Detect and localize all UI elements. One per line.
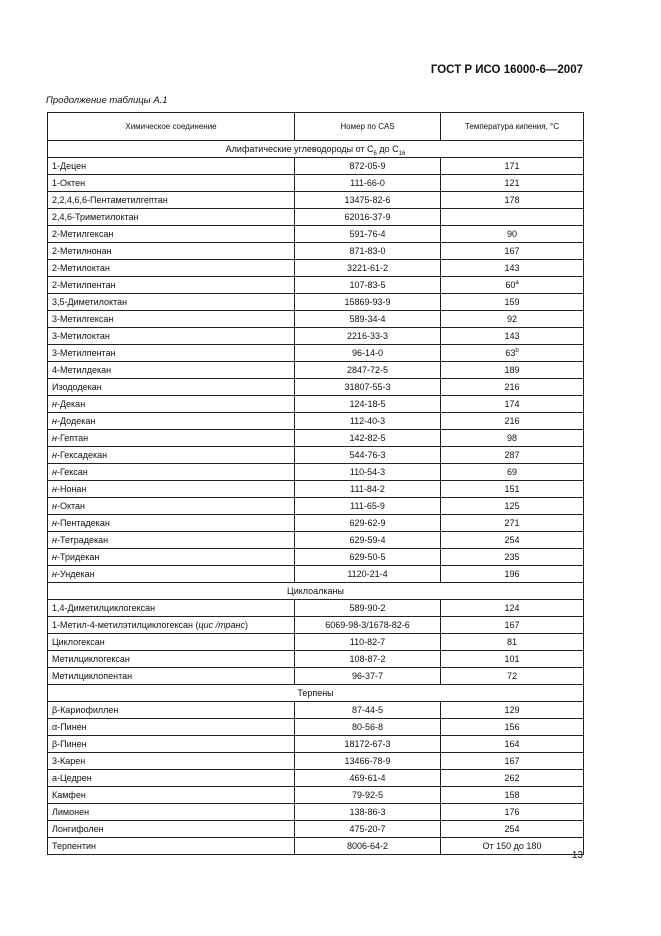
cas-number-cell: 111-66-0 <box>295 175 441 192</box>
section-row <box>48 583 584 600</box>
table-row <box>48 651 584 668</box>
cas-number-cell: 13475-82-6 <box>295 192 441 209</box>
boiling-point-cell <box>441 617 584 634</box>
compound-name-cell <box>48 549 295 566</box>
cas-number-cell: 124-18-5 <box>295 396 441 413</box>
compound-name: 2-Метилоктан <box>52 263 110 273</box>
boiling-point-value: 254 <box>504 535 520 545</box>
compound-name: Лимонен <box>52 807 90 817</box>
boiling-point-value: 125 <box>504 501 520 511</box>
compound-name: Метилциклопентан <box>52 671 133 681</box>
document-code: ГОСТ Р ИСО 16000-6—2007 <box>430 64 583 76</box>
normal-isomer-prefix: н <box>52 416 57 426</box>
compound-name-cell <box>48 396 295 413</box>
compound-name-cell <box>48 379 295 396</box>
cas-number-cell: 112-40-3 <box>295 413 441 430</box>
table-continuation-caption: Продолжение таблицы А.1 <box>46 95 168 106</box>
table-row <box>48 566 584 583</box>
table-row <box>48 549 584 566</box>
boiling-point-cell <box>441 192 584 209</box>
compound-name-cell <box>48 651 295 668</box>
compound-name: α-Пинен <box>52 722 87 732</box>
compound-name-cell <box>48 294 295 311</box>
boiling-point-cell <box>441 158 584 175</box>
boiling-point-cell <box>441 396 584 413</box>
table-row <box>48 226 584 243</box>
compound-name-cell <box>48 515 295 532</box>
boiling-point-value: 235 <box>504 552 520 562</box>
compound-name-cell <box>48 600 295 617</box>
cas-number-cell: 96-14-0 <box>295 345 441 362</box>
cas-number-cell: 8006-64-2 <box>295 838 441 855</box>
boiling-point-cell <box>441 209 584 226</box>
cas-number-cell: 629-59-4 <box>295 532 441 549</box>
compound-name: 2-Метилпентан <box>52 280 116 290</box>
cas-number-cell: 475-20-7 <box>295 821 441 838</box>
boiling-point-cell <box>441 770 584 787</box>
boiling-point-cell <box>441 532 584 549</box>
compound-name: 3-Метилоктан <box>52 331 110 341</box>
compound-name-cell <box>48 702 295 719</box>
normal-isomer-prefix: н <box>52 535 57 545</box>
boiling-point-value: 174 <box>504 399 520 409</box>
compounds-table <box>47 112 584 855</box>
cas-number-cell: 469-61-4 <box>295 770 441 787</box>
table-row <box>48 838 584 855</box>
isomer-note: цис /транс <box>198 620 245 630</box>
compound-name-cell <box>48 821 295 838</box>
table-row <box>48 600 584 617</box>
compound-name-cell <box>48 532 295 549</box>
boiling-point-value: 158 <box>504 790 520 800</box>
boiling-point-value: 101 <box>504 654 520 664</box>
normal-isomer-prefix: н <box>52 501 57 511</box>
normal-isomer-prefix: н <box>52 569 57 579</box>
compound-name: Метилциклогексан <box>52 654 130 664</box>
boiling-point-value: 72 <box>506 671 517 681</box>
boiling-point-cell <box>441 379 584 396</box>
cas-number-cell: 110-54-3 <box>295 464 441 481</box>
boiling-point-cell <box>441 753 584 770</box>
compound-name: 2,2,4,6,6-Пентаметилгептан <box>52 195 168 205</box>
table-row <box>48 396 584 413</box>
compound-name-cell <box>48 787 295 804</box>
compound-name-cell <box>48 804 295 821</box>
table-row <box>48 277 584 294</box>
cas-number-cell: 1120-21-4 <box>295 566 441 583</box>
boiling-point-cell <box>441 328 584 345</box>
cas-number-cell: 629-62-9 <box>295 515 441 532</box>
boiling-point-value: 167 <box>504 246 520 256</box>
boiling-point-cell <box>441 277 584 294</box>
table-row <box>48 311 584 328</box>
compound-name: 2-Метилнонан <box>52 246 112 256</box>
table-row <box>48 447 584 464</box>
compound-name: 1-Октен <box>52 178 86 188</box>
boiling-point-cell <box>441 668 584 685</box>
compound-name-cell <box>48 617 295 634</box>
cas-number-cell: 2216-33-3 <box>295 328 441 345</box>
boiling-point-cell <box>441 260 584 277</box>
table-row <box>48 379 584 396</box>
boiling-point-value: 81 <box>506 637 517 647</box>
table-row <box>48 702 584 719</box>
boiling-point-cell <box>441 362 584 379</box>
compound-name: -Пентадекан <box>56 518 110 528</box>
boiling-point-cell <box>441 481 584 498</box>
section-title: Терпены <box>48 685 584 702</box>
boiling-point-cell <box>441 600 584 617</box>
cas-number-cell: 6069-98-3/1678-82-6 <box>295 617 441 634</box>
column-header-compound: Химическое соединение <box>48 113 295 141</box>
table-row <box>48 175 584 192</box>
table-row <box>48 243 584 260</box>
section-row <box>48 685 584 702</box>
cas-number-cell: 107-83-5 <box>295 277 441 294</box>
boiling-point-value: 189 <box>504 365 520 375</box>
boiling-point-value: 178 <box>504 195 520 205</box>
cas-number-cell: 629-50-5 <box>295 549 441 566</box>
boiling-point-value: 159 <box>504 297 520 307</box>
column-header-boiling-point: Температура кипения, °С <box>441 113 584 141</box>
table-row <box>48 209 584 226</box>
boiling-point-value: 271 <box>504 518 520 528</box>
compound-name: -Тридекан <box>56 552 100 562</box>
table-row <box>48 498 584 515</box>
boiling-point-cell <box>441 226 584 243</box>
compound-name: 4-Метилдекан <box>52 365 112 375</box>
compound-name-cell <box>48 277 295 294</box>
compound-name-cell <box>48 175 295 192</box>
section-title-text: Алифатические углеводороды от C <box>225 144 374 154</box>
cas-number-cell: 31807-55-3 <box>295 379 441 396</box>
page-number: 13 <box>571 850 583 861</box>
cas-number-cell: 544-76-3 <box>295 447 441 464</box>
section-title-subscript: 6 <box>373 150 377 157</box>
compound-name-cell <box>48 260 295 277</box>
cas-number-cell: 138-86-3 <box>295 804 441 821</box>
compound-name: β-Пинен <box>52 739 87 749</box>
compound-name: 3,5-Диметилоктан <box>52 297 128 307</box>
compound-name-cell <box>48 226 295 243</box>
table-row <box>48 158 584 175</box>
table-row <box>48 804 584 821</box>
table-row <box>48 362 584 379</box>
boiling-point-cell <box>441 464 584 481</box>
table-row <box>48 413 584 430</box>
table-row <box>48 787 584 804</box>
compound-name: β-Кариофиллен <box>52 705 119 715</box>
compound-name: -Додекан <box>56 416 96 426</box>
boiling-point-cell <box>441 294 584 311</box>
boiling-point-value: 164 <box>504 739 520 749</box>
boiling-point-cell <box>441 515 584 532</box>
table-row <box>48 260 584 277</box>
boiling-point-cell <box>441 838 584 855</box>
compound-name: -Нонан <box>56 484 87 494</box>
table-body <box>48 141 584 855</box>
cas-number-cell: 13466-78-9 <box>295 753 441 770</box>
cas-number-cell: 589-90-2 <box>295 600 441 617</box>
boiling-point-value: 196 <box>504 569 520 579</box>
boiling-point-value: 216 <box>504 416 520 426</box>
section-row <box>48 141 584 158</box>
boiling-point-cell <box>441 566 584 583</box>
boiling-point-cell <box>441 702 584 719</box>
boiling-point-value: 167 <box>504 620 520 630</box>
compound-name-suffix: ) <box>245 620 248 630</box>
table-row <box>48 481 584 498</box>
boiling-point-value: 287 <box>504 450 520 460</box>
normal-isomer-prefix: н <box>52 552 57 562</box>
cas-number-cell: 18172-67-3 <box>295 736 441 753</box>
compound-name: Циклогексан <box>52 637 105 647</box>
cas-number-cell: 87-44-5 <box>295 702 441 719</box>
boiling-point-value: 262 <box>504 773 520 783</box>
footnote-marker: b <box>515 348 519 354</box>
compound-name-cell <box>48 634 295 651</box>
table-row <box>48 515 584 532</box>
table-row <box>48 430 584 447</box>
compound-name-cell <box>48 430 295 447</box>
normal-isomer-prefix: н <box>52 450 57 460</box>
cas-number-cell: 96-37-7 <box>295 668 441 685</box>
compound-name-cell <box>48 481 295 498</box>
table-row <box>48 192 584 209</box>
cas-number-cell: 15869-93-9 <box>295 294 441 311</box>
boiling-point-value: 63 <box>505 348 516 358</box>
compound-name: 3-Метилгексан <box>52 314 114 324</box>
normal-isomer-prefix: н <box>52 433 57 443</box>
table-row <box>48 753 584 770</box>
cas-number-cell: 871-83-0 <box>295 243 441 260</box>
cas-number-cell: 142-82-5 <box>295 430 441 447</box>
cas-number-cell: 111-65-9 <box>295 498 441 515</box>
compound-name: 2-Метилгексан <box>52 229 114 239</box>
boiling-point-cell <box>441 175 584 192</box>
compound-name-cell <box>48 736 295 753</box>
compound-name: Лонгифолен <box>52 824 104 834</box>
table-row <box>48 821 584 838</box>
boiling-point-value: 129 <box>504 705 520 715</box>
boiling-point-value: 124 <box>504 603 520 613</box>
compound-name-cell <box>48 464 295 481</box>
section-title-subscript: 16 <box>398 150 406 157</box>
boiling-point-value: 176 <box>504 807 520 817</box>
compound-name: -Гексан <box>56 467 88 477</box>
boiling-point-cell <box>441 736 584 753</box>
table-row <box>48 719 584 736</box>
boiling-point-cell <box>441 821 584 838</box>
compound-name: 1,4-Диметилциклогексан <box>52 603 156 613</box>
cas-number-cell: 3221-61-2 <box>295 260 441 277</box>
boiling-point-value: 151 <box>504 484 520 494</box>
boiling-point-cell <box>441 430 584 447</box>
compound-name: 3-Карен <box>52 756 86 766</box>
compound-name: 2,4,6-Триметилоктан <box>52 212 139 222</box>
compound-name: -Тетрадекан <box>56 535 109 545</box>
table-header-row <box>48 113 584 141</box>
table-row <box>48 617 584 634</box>
compound-name-cell <box>48 192 295 209</box>
compound-name-cell <box>48 362 295 379</box>
compound-name-cell <box>48 668 295 685</box>
cas-number-cell: 872-05-9 <box>295 158 441 175</box>
boiling-point-value: 171 <box>504 161 520 171</box>
boiling-point-value: 90 <box>506 229 517 239</box>
compound-name-cell <box>48 243 295 260</box>
compound-name: Изододекан <box>52 382 102 392</box>
cas-number-cell: 108-87-2 <box>295 651 441 668</box>
table-row <box>48 770 584 787</box>
cas-number-cell: 591-76-4 <box>295 226 441 243</box>
compound-name-cell <box>48 566 295 583</box>
compound-name-cell <box>48 753 295 770</box>
boiling-point-value: От 150 до 180 <box>482 841 542 851</box>
compound-name: -Ундекан <box>56 569 95 579</box>
table-row <box>48 668 584 685</box>
boiling-point-value: 121 <box>504 178 520 188</box>
compound-name: 1-Децен <box>52 161 87 171</box>
boiling-point-value: 69 <box>506 467 517 477</box>
compound-name: 1-Метил-4-метилэтилциклогексан ( <box>52 620 199 630</box>
compound-name-cell <box>48 413 295 430</box>
compound-name-cell <box>48 447 295 464</box>
boiling-point-cell <box>441 243 584 260</box>
compound-name: 3-Метилпентан <box>52 348 116 358</box>
section-title: Циклоалканы <box>48 583 584 600</box>
boiling-point-cell <box>441 447 584 464</box>
table-row <box>48 736 584 753</box>
compound-name-cell <box>48 345 295 362</box>
boiling-point-value: 98 <box>506 433 517 443</box>
section-title <box>48 141 584 158</box>
cas-number-cell: 589-34-4 <box>295 311 441 328</box>
compound-name-cell <box>48 770 295 787</box>
boiling-point-value: 143 <box>504 331 520 341</box>
normal-isomer-prefix: н <box>52 484 57 494</box>
boiling-point-value: 254 <box>504 824 520 834</box>
compound-name: а-Цедрен <box>52 773 92 783</box>
table-row <box>48 345 584 362</box>
compound-name: -Октан <box>56 501 85 511</box>
normal-isomer-prefix: н <box>52 467 57 477</box>
table-row <box>48 634 584 651</box>
table-row <box>48 328 584 345</box>
compound-name-cell <box>48 209 295 226</box>
cas-number-cell: 62016-37-9 <box>295 209 441 226</box>
cas-number-cell: 80-56-8 <box>295 719 441 736</box>
compound-name-cell <box>48 838 295 855</box>
boiling-point-value: 167 <box>504 756 520 766</box>
table-row <box>48 532 584 549</box>
compound-name-cell <box>48 158 295 175</box>
compound-name: -Гексадекан <box>56 450 108 460</box>
boiling-point-cell <box>441 345 584 362</box>
boiling-point-value: 216 <box>504 382 520 392</box>
compound-name: Терпентин <box>52 841 96 851</box>
boiling-point-cell <box>441 719 584 736</box>
boiling-point-cell <box>441 498 584 515</box>
boiling-point-value: 92 <box>506 314 517 324</box>
compound-name-cell <box>48 719 295 736</box>
compound-name: Камфен <box>52 790 86 800</box>
normal-isomer-prefix: н <box>52 518 57 528</box>
cas-number-cell: 111-84-2 <box>295 481 441 498</box>
boiling-point-cell <box>441 413 584 430</box>
compound-name-cell <box>48 311 295 328</box>
boiling-point-value: 143 <box>504 263 520 273</box>
compound-name: -Декан <box>56 399 86 409</box>
cas-number-cell: 110-82-7 <box>295 634 441 651</box>
normal-isomer-prefix: н <box>52 399 57 409</box>
table-row <box>48 294 584 311</box>
boiling-point-cell <box>441 311 584 328</box>
boiling-point-value: 60 <box>505 280 516 290</box>
boiling-point-cell <box>441 549 584 566</box>
compound-name-cell <box>48 328 295 345</box>
cas-number-cell: 79-92-5 <box>295 787 441 804</box>
column-header-cas: Номер по CAS <box>295 113 441 141</box>
boiling-point-cell <box>441 651 584 668</box>
cas-number-cell: 2847-72-5 <box>295 362 441 379</box>
boiling-point-value: 156 <box>504 722 520 732</box>
boiling-point-cell <box>441 787 584 804</box>
compound-name: -Гептан <box>56 433 89 443</box>
section-title-text: до C <box>376 144 399 154</box>
table-row <box>48 464 584 481</box>
footnote-marker: a <box>515 280 519 286</box>
compound-name-cell <box>48 498 295 515</box>
boiling-point-cell <box>441 634 584 651</box>
boiling-point-cell <box>441 804 584 821</box>
